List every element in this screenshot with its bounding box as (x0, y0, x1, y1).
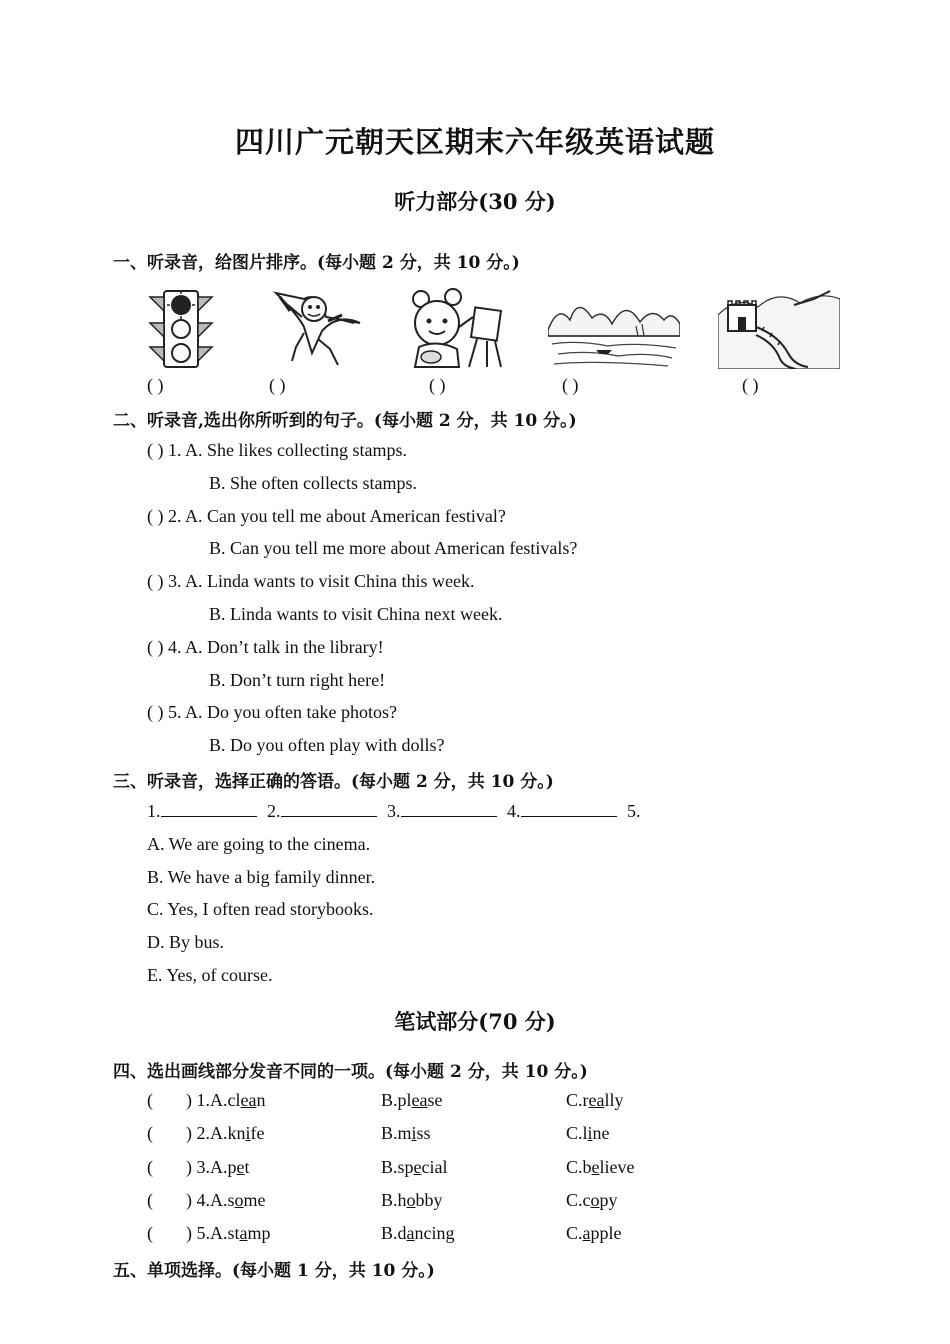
s3-option-e: E. Yes, of course. (147, 965, 273, 985)
s4-row-2-paren[interactable]: ( (147, 1123, 153, 1143)
s3-option-d: D. By bus. (147, 932, 225, 952)
s4-row-4-option-c: C.copy (566, 1190, 618, 1210)
section-1-heading: 一、听录音，给图片排序。(每小题 2 分，共 10 分。) (113, 253, 520, 273)
section-2-heading: 二、听录音,选出你所听到的句子。(每小题 2 分，共 10 分。) (113, 411, 577, 431)
s4-row-3-option-b: B.special (381, 1157, 448, 1177)
s3-option-b: B. We have a big family dinner. (147, 867, 376, 887)
s2-question-3-a[interactable]: ( ) 3. A. Linda wants to visit China this week. (147, 571, 475, 591)
s2-question-2-b: B. Can you tell me more about American festivals? (209, 538, 578, 558)
s2-question-4-a[interactable]: ( ) 4. A. Don’t talk in the library! (147, 637, 384, 657)
great-wall-icon (718, 285, 840, 369)
s4-row-3-option-a: ) 3.A.pet (186, 1157, 250, 1177)
section-5-heading: 五、单项选择。(每小题 1 分，共 10 分。) (113, 1261, 435, 1281)
section-4-heading: 四、选出画线部分发音不同的一项。(每小题 2 分，共 10 分。) (113, 1062, 588, 1082)
s2-question-5-a[interactable]: ( ) 5. A. Do you often take photos? (147, 702, 397, 722)
s4-row-2-option-a: ) 2.A.knife (186, 1123, 265, 1143)
exam-title: 四川广元朝天区期末六年级英语试题 (234, 125, 715, 159)
s2-question-1-a[interactable]: ( ) 1. A. She likes collecting stamps. (147, 440, 407, 460)
girl-painting-icon (403, 287, 507, 369)
s2-question-3-b: B. Linda wants to visit China next week. (209, 604, 503, 624)
s4-row-2-option-c: C.line (566, 1123, 610, 1143)
s4-row-1-option-b: B.please (381, 1090, 443, 1110)
s2-question-2-a[interactable]: ( ) 2. A. Can you tell me about American festival? (147, 506, 506, 526)
s3-blank-3[interactable] (401, 800, 497, 817)
picture-4-answer-blank[interactable]: ( ) (562, 375, 579, 395)
s4-row-3-option-c: C.believe (566, 1157, 635, 1177)
s4-row-1-paren[interactable]: ( (147, 1090, 153, 1110)
section-3-heading: 三、听录音，选择正确的答语。(每小题 2 分，共 10 分。) (113, 772, 554, 792)
s4-row-4-paren[interactable]: ( (147, 1190, 153, 1210)
s4-row-3-paren[interactable]: ( (147, 1157, 153, 1177)
picture-1-answer-blank[interactable]: ( ) (147, 375, 164, 395)
kite-icon (268, 287, 364, 369)
s3-blank-5-label: 5. (627, 801, 641, 821)
picture-5-answer-blank[interactable]: ( ) (742, 375, 759, 395)
s3-blank-2-label: 2. (267, 801, 281, 821)
s3-blank-4-label: 4. (507, 801, 521, 821)
s2-question-1-b: B. She often collects stamps. (209, 473, 417, 493)
picture-3-answer-blank[interactable]: ( ) (429, 375, 446, 395)
s2-question-4-b: B. Don’t turn right here! (209, 670, 386, 690)
s3-blank-2[interactable] (281, 800, 377, 817)
s4-row-5-option-b: B.dancing (381, 1223, 455, 1243)
s3-answer-blanks (147, 800, 641, 822)
river-landscape-icon (548, 290, 680, 370)
writing-part-heading: 笔试部分(70 分) (394, 1009, 556, 1034)
s3-blank-3-label: 3. (387, 801, 401, 821)
s4-row-1-option-a: ) 1.A.clean (186, 1090, 266, 1110)
traffic-light-icon (146, 289, 216, 369)
s4-row-2-option-b: B.miss (381, 1123, 431, 1143)
picture-2-answer-blank[interactable]: ( ) (269, 375, 286, 395)
s4-row-5-option-a: ) 5.A.stamp (186, 1223, 271, 1243)
s4-row-5-paren[interactable]: ( (147, 1223, 153, 1243)
s3-option-c: C. Yes, I often read storybooks. (147, 899, 374, 919)
s4-row-4-option-a: ) 4.A.some (186, 1190, 266, 1210)
s3-blank-1[interactable] (161, 800, 257, 817)
s3-option-a: A. We are going to the cinema. (147, 834, 371, 854)
s4-row-5-option-c: C.apple (566, 1223, 622, 1243)
s2-question-5-b: B. Do you often play with dolls? (209, 735, 445, 755)
s4-row-4-option-b: B.hobby (381, 1190, 443, 1210)
s3-blank-4[interactable] (521, 800, 617, 817)
listening-part-heading: 听力部分(30 分) (394, 189, 556, 214)
s3-blank-1-label: 1. (147, 801, 161, 821)
s4-row-1-option-c: C.really (566, 1090, 624, 1110)
